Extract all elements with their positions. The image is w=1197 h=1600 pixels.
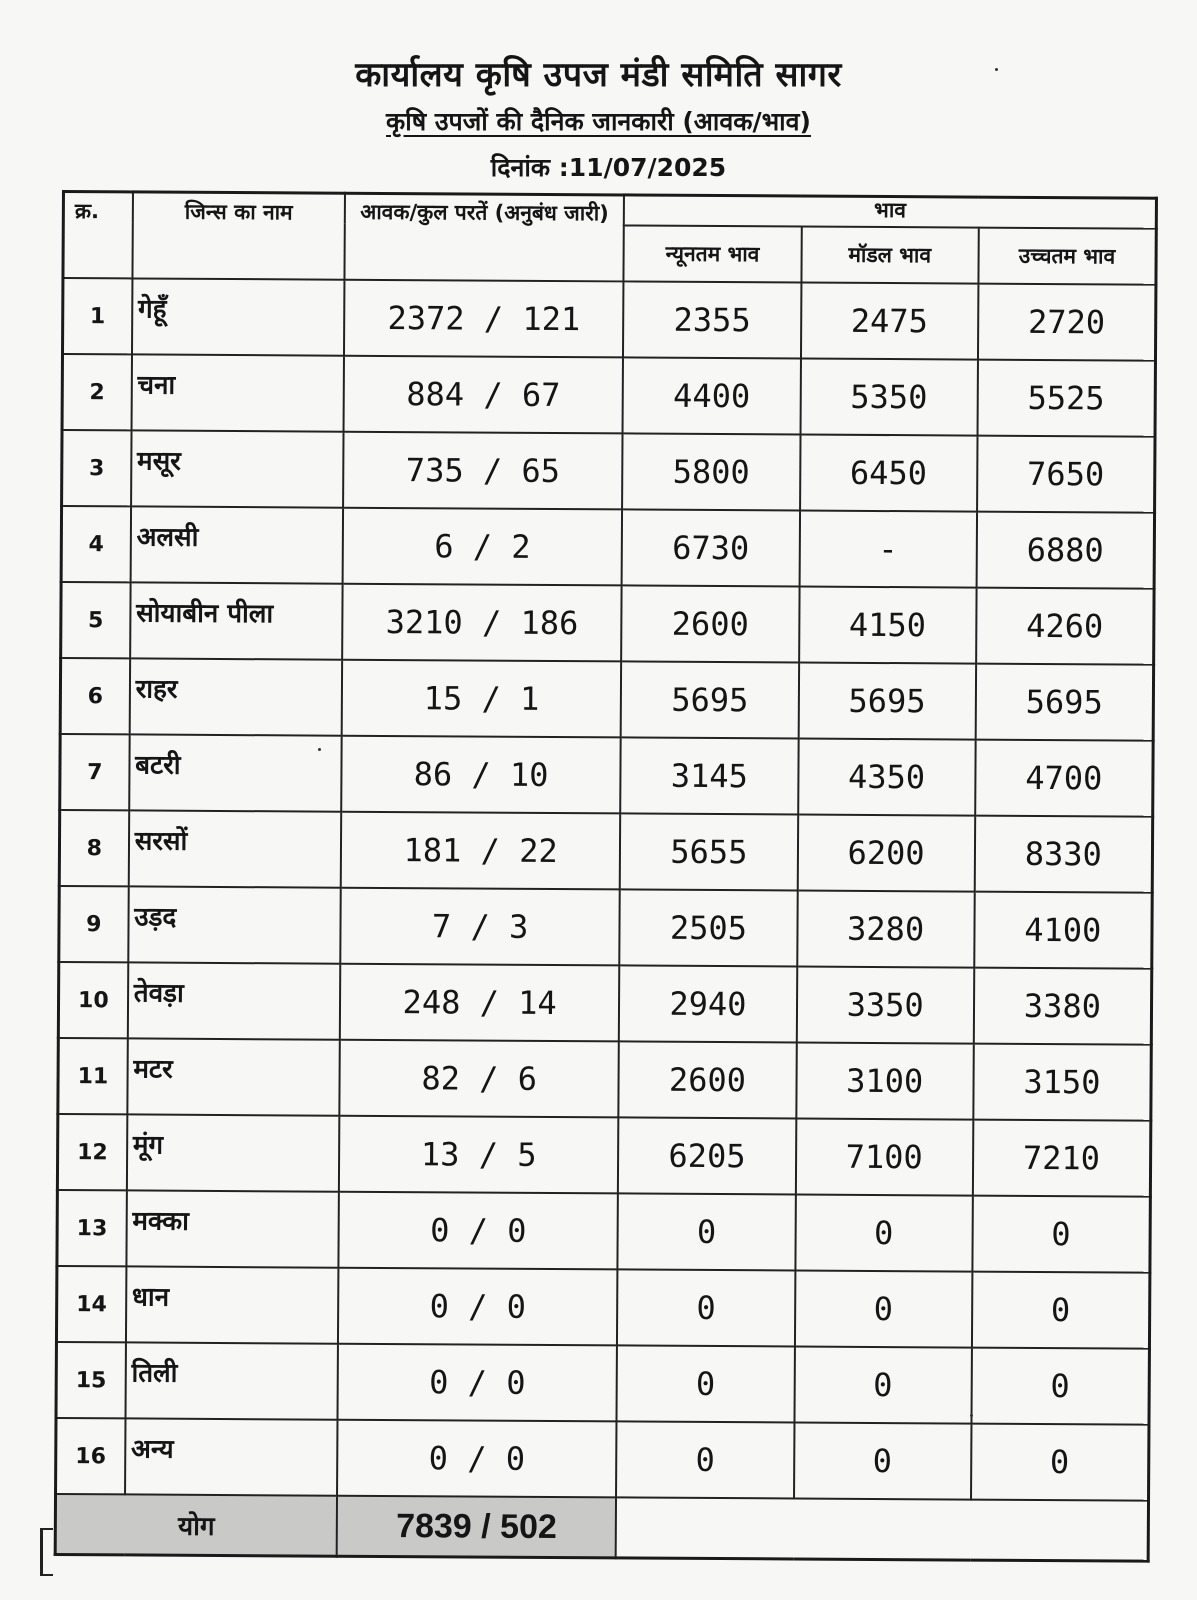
- cell-min-price: 0: [618, 1193, 796, 1270]
- col-min-header: न्यूनतम भाव: [624, 226, 802, 283]
- table-row: [58, 1038, 1151, 1121]
- office-title: कार्यालय कृषि उपज मंडी समिति सागर: [355, 55, 842, 95]
- cell-min-price: 2600: [621, 585, 799, 662]
- cell-modal-price: 3280: [797, 891, 975, 968]
- cell-sno: 11: [58, 1038, 128, 1114]
- cell-min-price: 6205: [618, 1117, 796, 1194]
- cell-modal-price: 3350: [796, 967, 974, 1044]
- table-row: [62, 430, 1155, 513]
- cell-modal-price: 6200: [797, 815, 975, 892]
- cell-commodity-name: गेहूँ: [132, 278, 345, 355]
- cell-sno: 1: [62, 278, 132, 354]
- cell-commodity-name: मटर: [127, 1038, 340, 1115]
- cell-commodity-name: मक्का: [126, 1190, 339, 1267]
- total-arrival: 7839 / 502: [337, 1496, 617, 1558]
- report-subtitle-text: कृषि उपजों की दैनिक जानकारी (आवक/भाव): [386, 107, 811, 136]
- col-max-header: उच्चतम भाव: [978, 228, 1156, 285]
- cell-sno: 6: [60, 658, 130, 734]
- cell-modal-price: 4350: [798, 739, 976, 816]
- cell-arrival: 3210 / 186: [342, 584, 622, 662]
- table-row: [57, 1190, 1150, 1273]
- cell-commodity-name: तेवड़ा: [128, 962, 341, 1039]
- table-row: [59, 886, 1152, 969]
- cell-modal-price: 2475: [801, 283, 979, 360]
- cell-modal-price: 5350: [800, 359, 978, 436]
- cell-max-price: 4260: [976, 588, 1154, 665]
- cell-max-price: 0: [972, 1272, 1150, 1349]
- table-row: [59, 810, 1152, 893]
- cell-max-price: 3150: [973, 1044, 1151, 1121]
- cell-min-price: 2940: [619, 965, 797, 1042]
- cell-modal-price: 6450: [800, 435, 978, 512]
- cell-commodity-name: तिली: [125, 1342, 338, 1419]
- scan-speck: [318, 748, 321, 751]
- cell-min-price: 0: [617, 1269, 795, 1346]
- mandi-price-table: [54, 190, 1158, 1563]
- cell-max-price: 8330: [974, 816, 1152, 893]
- report-subtitle: [0, 104, 1197, 138]
- cell-min-price: 2355: [623, 281, 801, 358]
- cell-max-price: 4100: [974, 892, 1152, 969]
- cell-commodity-name: मूंग: [127, 1114, 340, 1191]
- cell-commodity-name: राहर: [129, 658, 342, 735]
- total-row: [55, 1494, 1148, 1561]
- cell-modal-price: 0: [795, 1194, 973, 1271]
- col-name-header: जिन्स का नाम: [132, 192, 345, 280]
- cell-arrival: 13 / 5: [339, 1116, 619, 1194]
- cell-max-price: 2720: [978, 284, 1156, 361]
- table-row: [61, 582, 1154, 665]
- cell-modal-price: 0: [794, 1270, 972, 1347]
- cell-sno: 8: [59, 810, 129, 886]
- table-row: [60, 734, 1153, 817]
- table-row: [56, 1342, 1149, 1425]
- cell-max-price: 6880: [976, 512, 1154, 589]
- cell-arrival: 248 / 14: [340, 964, 620, 1042]
- cell-sno: 16: [56, 1418, 126, 1494]
- cell-arrival: 7 / 3: [340, 888, 620, 966]
- cell-max-price: 0: [971, 1424, 1149, 1501]
- cell-modal-price: 5695: [798, 663, 976, 740]
- scan-speck: [995, 68, 998, 71]
- table-body: [56, 278, 1156, 1501]
- cell-commodity-name: मसूर: [131, 430, 344, 507]
- cell-min-price: 0: [617, 1345, 795, 1422]
- cell-sno: 15: [56, 1342, 126, 1418]
- cell-arrival: 86 / 10: [341, 736, 621, 814]
- cell-commodity-name: चना: [131, 354, 344, 431]
- cell-max-price: 7210: [973, 1120, 1151, 1197]
- cell-sno: 5: [61, 582, 131, 658]
- cell-max-price: 4700: [975, 740, 1153, 817]
- report-date: दिनांक :11/07/2025: [490, 153, 727, 182]
- cell-commodity-name: धान: [126, 1266, 339, 1343]
- cell-min-price: 2505: [620, 889, 798, 966]
- cell-modal-price: 3100: [796, 1043, 974, 1120]
- cell-min-price: 4400: [623, 357, 801, 434]
- cell-arrival: 15 / 1: [342, 660, 622, 738]
- cell-max-price: 0: [971, 1348, 1149, 1425]
- table-row: [57, 1114, 1150, 1197]
- col-price-group-header: भाव: [624, 195, 1156, 229]
- cell-min-price: 6730: [622, 509, 800, 586]
- cell-modal-price: -: [799, 511, 977, 588]
- cell-arrival: 2372 / 121: [344, 280, 624, 358]
- cell-modal-price: 7100: [795, 1119, 973, 1196]
- cell-arrival: 0 / 0: [338, 1192, 618, 1270]
- cell-commodity-name: सोयाबीन पीला: [130, 582, 343, 659]
- page-edge-mark: [40, 1528, 53, 1576]
- cell-min-price: 3145: [620, 737, 798, 814]
- cell-min-price: 0: [616, 1421, 794, 1498]
- cell-commodity-name: सरसों: [128, 810, 341, 887]
- cell-commodity-name: बटरी: [129, 734, 342, 811]
- table-row: [61, 506, 1154, 589]
- col-modal-header: मॉडल भाव: [801, 227, 979, 284]
- cell-sno: 14: [56, 1266, 126, 1342]
- cell-arrival: 0 / 0: [337, 1420, 617, 1498]
- cell-commodity-name: अन्य: [125, 1418, 338, 1495]
- cell-max-price: 0: [972, 1196, 1150, 1273]
- cell-sno: 7: [60, 734, 130, 810]
- cell-min-price: 2600: [619, 1041, 797, 1118]
- cell-max-price: 5695: [975, 664, 1153, 741]
- cell-max-price: 7650: [977, 436, 1155, 513]
- table-row: [62, 354, 1155, 437]
- cell-sno: 13: [57, 1190, 127, 1266]
- cell-modal-price: 0: [794, 1346, 972, 1423]
- col-sno-header: क्र.: [63, 192, 133, 279]
- cell-max-price: 3380: [974, 968, 1152, 1045]
- cell-modal-price: 0: [794, 1422, 972, 1499]
- cell-sno: 3: [62, 430, 132, 506]
- table-row: [56, 1266, 1149, 1349]
- total-empty-cell: [616, 1497, 1149, 1561]
- col-arrival-header: आवक/कुल परतें (अनुबंध जारी): [344, 193, 624, 281]
- cell-commodity-name: अलसी: [130, 506, 343, 583]
- cell-arrival: 82 / 6: [339, 1040, 619, 1118]
- table-row: [58, 962, 1151, 1045]
- table-row: [62, 278, 1155, 361]
- cell-modal-price: 4150: [799, 587, 977, 664]
- cell-arrival: 0 / 0: [337, 1344, 617, 1422]
- cell-arrival: 181 / 22: [341, 812, 621, 890]
- cell-sno: 9: [59, 886, 129, 962]
- cell-min-price: 5695: [621, 661, 799, 738]
- cell-arrival: 6 / 2: [343, 508, 623, 586]
- cell-sno: 12: [57, 1114, 127, 1190]
- cell-commodity-name: उड़द: [128, 886, 341, 963]
- cell-min-price: 5800: [622, 433, 800, 510]
- table-row: [56, 1418, 1149, 1501]
- total-label: योग: [55, 1494, 337, 1556]
- cell-min-price: 5655: [620, 813, 798, 890]
- cell-sno: 10: [58, 962, 128, 1038]
- cell-sno: 2: [62, 354, 132, 430]
- scan-speck: [970, 1414, 973, 1417]
- cell-sno: 4: [61, 506, 131, 582]
- cell-arrival: 884 / 67: [344, 356, 624, 434]
- table-row: [60, 658, 1153, 741]
- cell-arrival: 735 / 65: [343, 432, 623, 510]
- table-header-row: [63, 192, 1156, 229]
- cell-arrival: 0 / 0: [338, 1268, 618, 1346]
- cell-max-price: 5525: [977, 360, 1155, 437]
